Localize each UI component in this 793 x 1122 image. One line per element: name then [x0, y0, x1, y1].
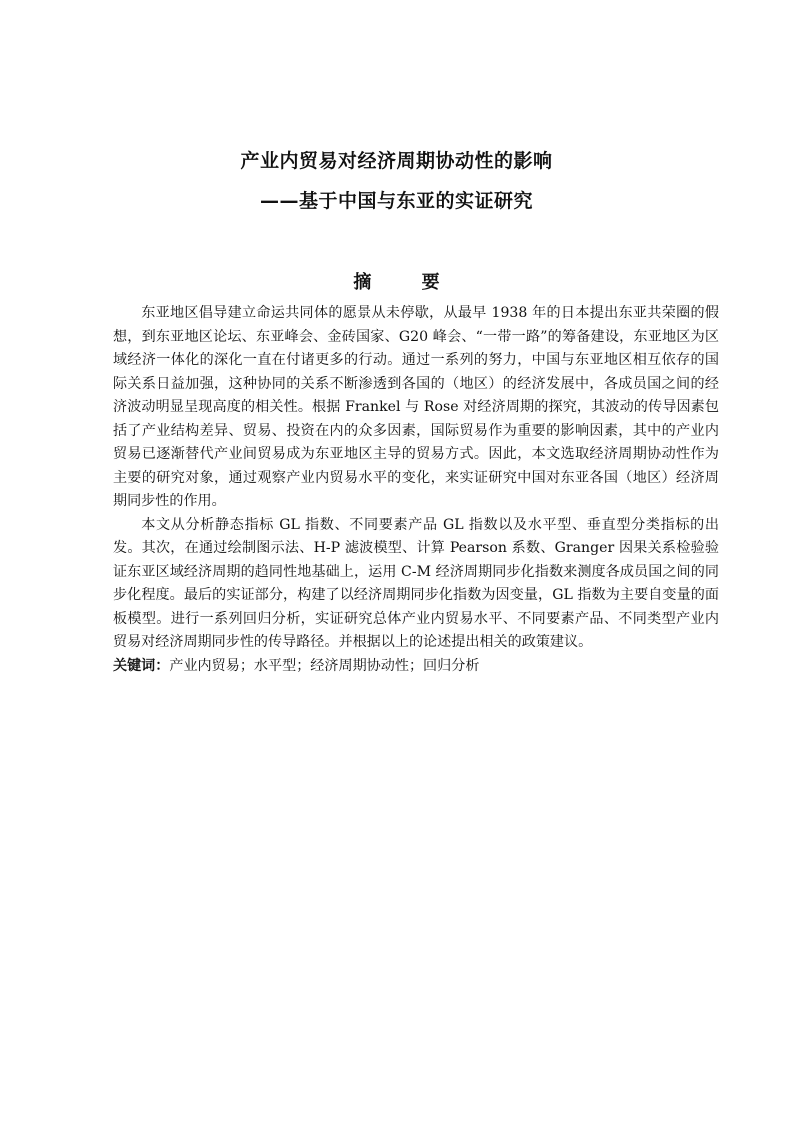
keywords-label: 关键词： — [113, 657, 170, 674]
abstract-paragraph-2: 本文从分析静态指标 GL 指数、不同要素产品 GL 指数以及水平型、垂直型分类指标的出发。其次，在通过绘制图示法、H-P 滤波模型、计算 Pearson 系数、Granger 因果关系检验验证东亚区域经济周期的趋同性地基础上，运用 C-M 经济周期同步化指数来测度各成员国之间的同步化程度。最后的实证部分，构建了以经济周期同步化指数为因变量，GL 指数为主要自变量的面板模型。进行一系列回归分析，实证研究总体产业内贸易水平、不同要素产品、不同类型产业内贸易对经济周期同步性的传导路径。并根据以上的论述提出相关的政策建议。 — [113, 516, 719, 650]
paper-subtitle: ——基于中国与东亚的实证研究 — [259, 190, 533, 212]
paper-title: 产业内贸易对经济周期协动性的影响 — [240, 150, 553, 172]
abstract-paragraph-1: 东亚地区倡导建立命运共同体的愿景从未停歇，从最早 1938 年的日本提出东亚共荣圈的假想，到东亚地区论坛、东亚峰会、金砖国家、G20 峰会、“一带一路”的筹备建设，东亚地区为区域经济一体化的深化一直在付诸更多的行动。通过一系列的努力，中国与东亚地区相互依存的国际关系日益加强，这种协同的关系不断渗透到各国的（地区）的经济发展中，各成员国之间的经济波动明显呈现高度的相关性。根据 Frankel 与 Rose 对经济周期的探究，其波动的传导因素包括了产业结构差异、贸易、投资在内的众多因素，国际贸易作为重要的影响因素，其中的产业内贸易已逐渐替代产业间贸易成为东亚地区主导的贸易方式。因此，本文选取经济周期协动性作为主要的研究对象，通过观察产业内贸易水平的变化，来实证研究中国对东亚各国（地区）经济周期同步性的作用。 — [113, 305, 719, 509]
keywords-line — [113, 655, 719, 679]
keywords-text: 产业内贸易；水平型；经济周期协动性；回归分析 — [169, 657, 480, 674]
abstract-body — [113, 302, 719, 678]
abstract-heading: 摘 要 — [353, 272, 462, 293]
